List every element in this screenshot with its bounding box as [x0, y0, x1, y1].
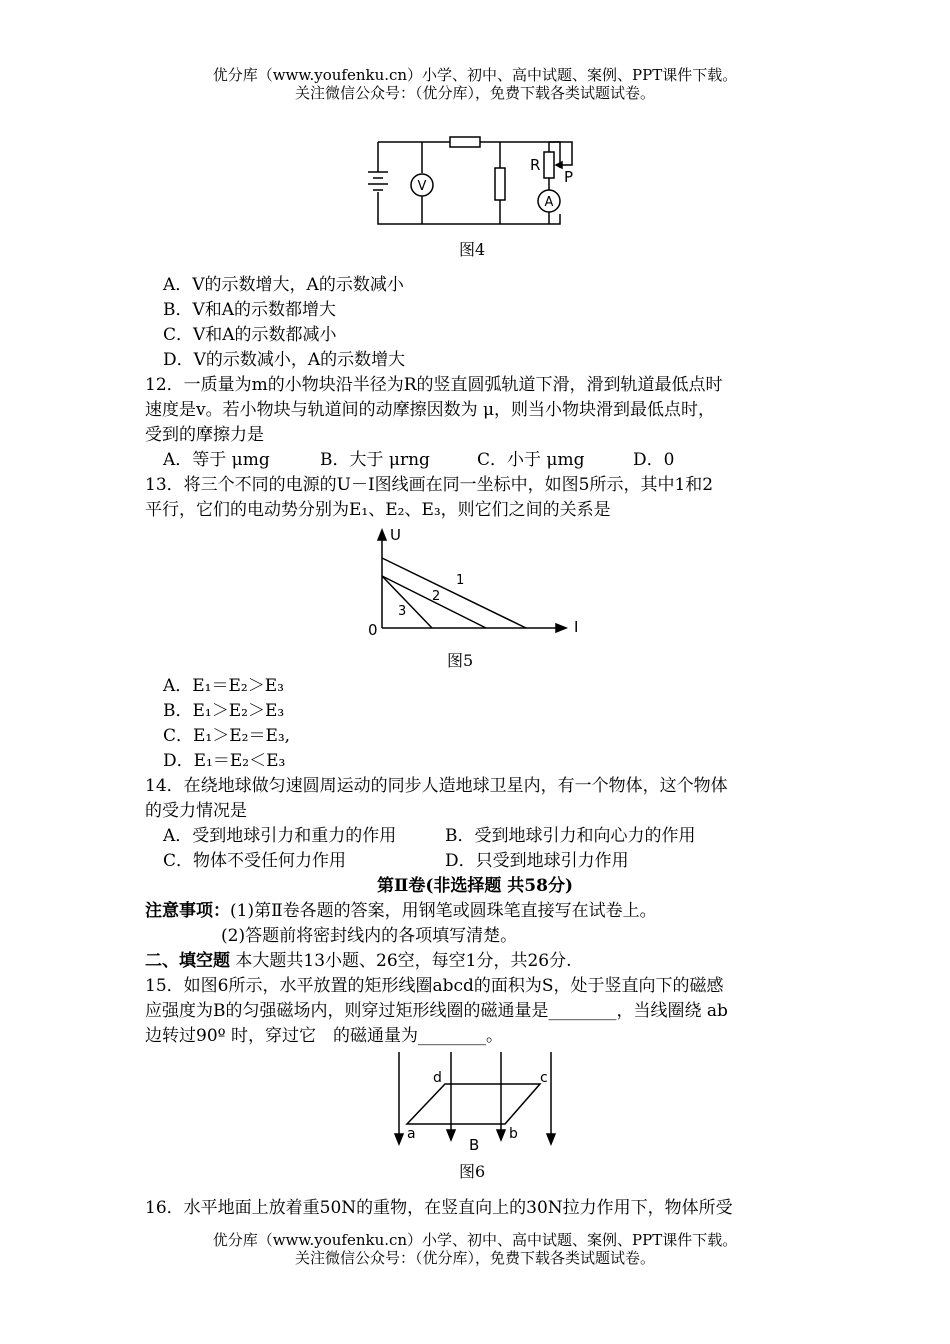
ammeter-label: A: [544, 195, 554, 210]
notice-2: (2)答题前将密封线内的各项填写清楚。: [221, 926, 518, 946]
origin-label: 0: [368, 621, 378, 639]
section-2-title: 第Ⅱ卷(非选择题 共58分): [377, 876, 573, 896]
q13-option-d: D．E₁＝E₂＜E₃: [163, 751, 286, 771]
footer-line-1: 优分库（www.youfenku.cn）小学、初中、高中试题、案例、PPT课件下载。: [212, 1231, 738, 1249]
fill-section-heading: [145, 949, 572, 973]
q11-option-a: A．V的示数增大，A的示数减小: [163, 275, 404, 295]
q12-line-3: 受到的摩擦力是: [145, 425, 264, 445]
notice-1: (1)第Ⅱ卷各题的答案，用钢笔或圆珠笔直接写在试卷上。: [230, 901, 657, 921]
slider-label: P: [564, 168, 574, 186]
corner-c-label: c: [540, 1070, 548, 1086]
figure-4-caption: 图4: [459, 240, 486, 259]
q12-option-b: B．大于 μrng: [320, 450, 430, 470]
rheostat-label: R: [530, 156, 541, 174]
header-line-1: 优分库（www.youfenku.cn）小学、初中、高中试题、案例、PPT课件下载。: [212, 66, 738, 84]
q14-line-2: 的受力情况是: [145, 801, 247, 821]
q12-option-d: D．0: [633, 450, 675, 470]
q16-line-1: 16．水平地面上放着重50N的重物，在竖直向上的30N拉力作用下，物体所受: [145, 1198, 733, 1218]
figure-5-graph: [360, 524, 600, 644]
u-axis-label: U: [390, 526, 401, 544]
q14-option-d: D．只受到地球引力作用: [445, 851, 629, 871]
q13-option-c: C．E₁＞E₂＝E₃,: [163, 726, 291, 746]
q14-option-b: B．受到地球引力和向心力的作用: [445, 826, 696, 846]
corner-d-label: d: [433, 1070, 442, 1086]
q14-line-1: 14．在绕地球做匀速圆周运动的同步人造地球卫星内，有一个物体，这个物体: [145, 776, 728, 796]
q13-option-b: B．E₁＞E₂＞E₃: [163, 701, 285, 721]
q12-line-1: 12．一质量为m的小物块沿半径为R的竖直圆弧轨道下滑，滑到轨道最低点时: [145, 375, 723, 395]
q14-option-a: A．受到地球引力和重力的作用: [163, 826, 397, 846]
q13-option-a: A．E₁＝E₂＞E₃: [163, 676, 284, 696]
q12-line-2: 速度是v。若小物块与轨道间的动摩擦因数为 μ，则当小物块滑到最低点时，: [145, 400, 716, 420]
q11-option-b: B．V和A的示数都增大: [163, 300, 337, 320]
q12-option-c: C．小于 μmg: [477, 450, 585, 470]
q14-option-c: C．物体不受任何力作用: [163, 851, 347, 871]
header-line-2: 关注微信公众号：（优分库），免费下载各类试题试卷。: [294, 84, 655, 102]
q11-option-d: D．V的示数减小，A的示数增大: [163, 350, 406, 370]
figure-4-circuit: [360, 128, 600, 238]
q13-line-2: 平行，它们的电动势分别为E₁、E₂、E₃，则它们之间的关系是: [145, 500, 611, 520]
q15-line-2: 应强度为B的匀强磁场内，则穿过矩形线圈的磁通量是________，当线圈绕 ab: [145, 1001, 728, 1021]
line-3-label: 3: [398, 604, 407, 619]
line-2-label: 2: [432, 589, 441, 604]
i-axis-label: I: [574, 618, 579, 636]
q11-option-c: C．V和A的示数都减小: [163, 325, 337, 345]
notice-label: 注意事项：: [145, 901, 230, 921]
q13-line-1: 13．将三个不同的电源的U－I图线画在同一坐标中，如图5所示，其中1和2: [145, 475, 714, 495]
fill-desc: 本大题共13小题、26空，每空1分，共26分.: [235, 951, 572, 971]
notice-line-1: [145, 899, 657, 923]
q15-line-1: 15．如图6所示，水平放置的矩形线圈abcd的面积为S，处于竖直向下的磁感: [145, 976, 724, 996]
q12-option-a: A．等于 μmg: [163, 450, 270, 470]
figure-5-caption: 图5: [447, 651, 474, 670]
corner-a-label: a: [407, 1126, 416, 1142]
line-1-label: 1: [456, 573, 465, 588]
figure-6-caption: 图6: [459, 1162, 486, 1181]
figure-6-coil: [385, 1048, 565, 1156]
corner-b-label: b: [509, 1126, 518, 1142]
voltmeter-label: V: [417, 179, 427, 194]
field-label: B: [469, 1136, 480, 1154]
fill-label: 二、填空题: [145, 951, 230, 971]
q15-line-3: 边转过90º 时，穿过它 的磁通量为________。: [145, 1026, 504, 1046]
footer-line-2: 关注微信公众号：（优分库），免费下载各类试题试卷。: [294, 1249, 655, 1267]
